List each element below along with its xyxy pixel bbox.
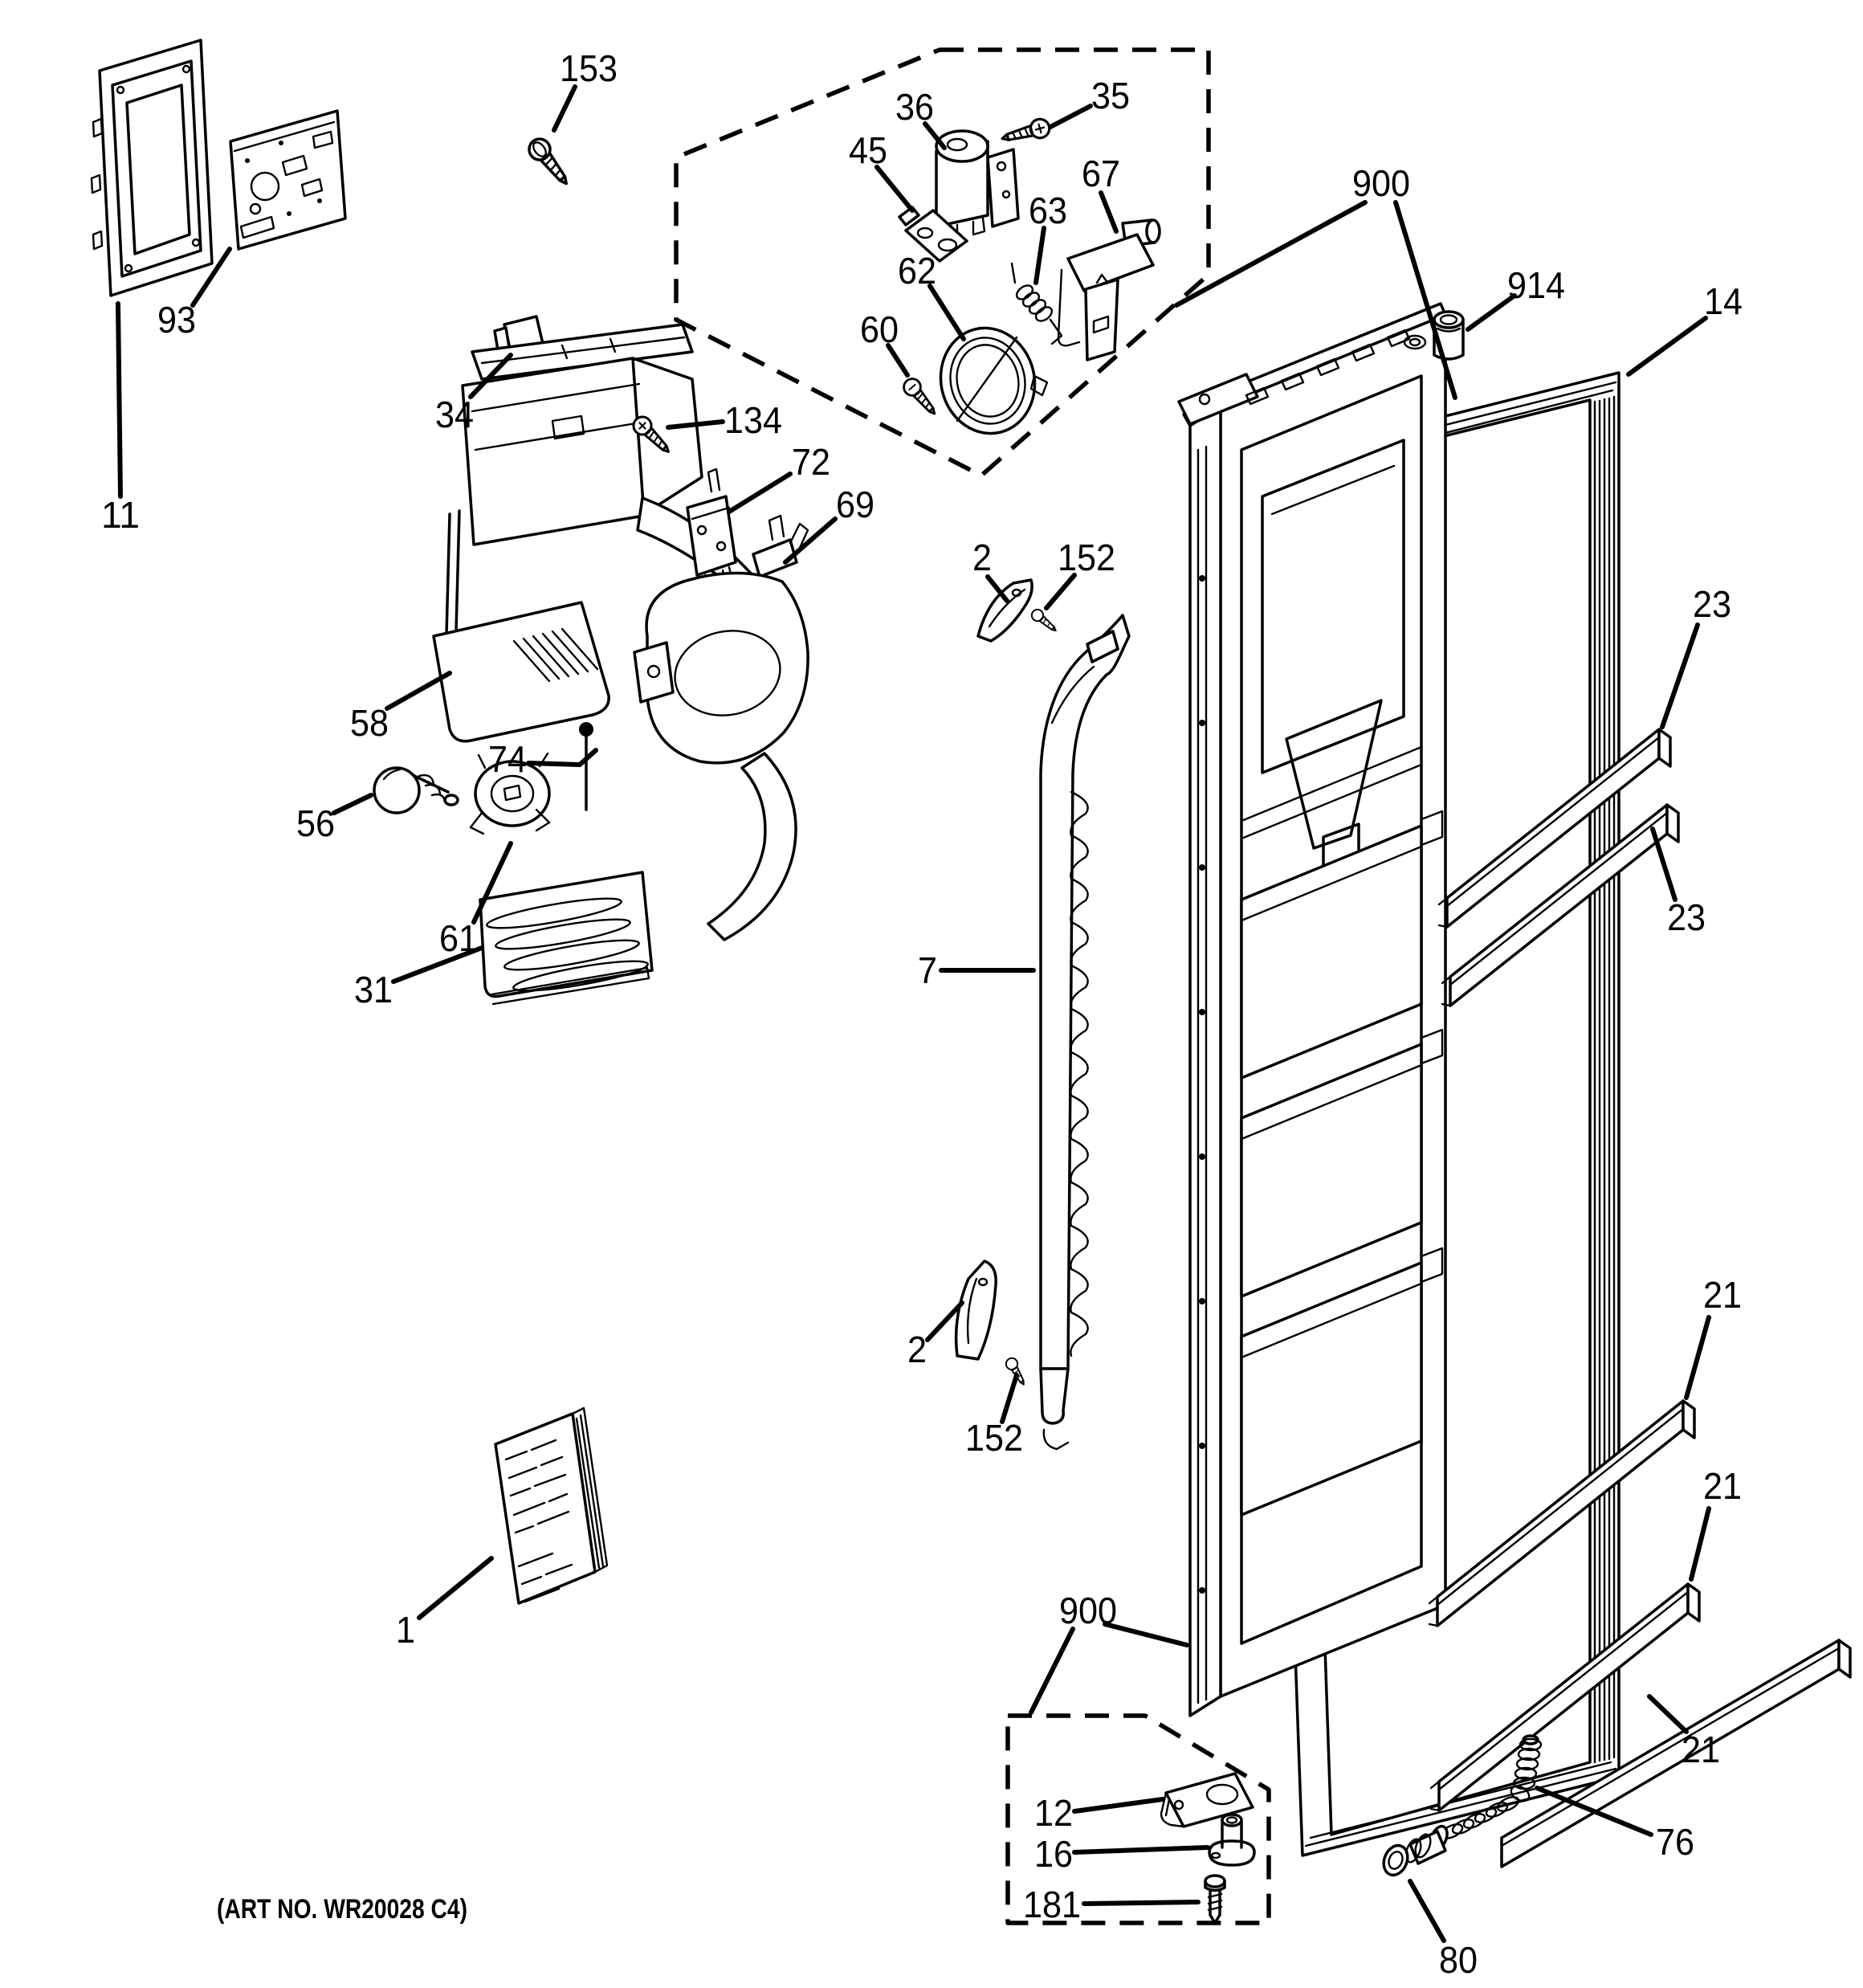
leader-line-67 <box>1101 193 1116 231</box>
callout-80: 80 <box>1439 1939 1478 1981</box>
callout-layer <box>101 47 1743 1981</box>
callout-900-bottom: 900 <box>1059 1590 1117 1631</box>
dispenser-panel-11 <box>92 40 212 296</box>
callout-12: 12 <box>1034 1792 1073 1834</box>
callout-914: 914 <box>1507 264 1565 306</box>
callout-36: 36 <box>895 86 934 128</box>
trim-ring-62 <box>930 318 1047 443</box>
leader-line-21-c <box>1649 1696 1686 1732</box>
actuator-67 <box>1068 220 1160 360</box>
callout-23-upper: 23 <box>1693 583 1731 625</box>
callout-152-upper: 152 <box>1058 537 1115 578</box>
callout-16: 16 <box>1034 1833 1073 1875</box>
leader-line-56 <box>334 795 371 813</box>
control-board-93 <box>230 111 345 249</box>
leader-line-23-upper <box>1662 625 1698 727</box>
callout-58: 58 <box>350 702 389 744</box>
leader-line-69 <box>785 519 835 562</box>
callout-21-a: 21 <box>1703 1274 1742 1316</box>
leader-line-900-bottom <box>1031 1629 1073 1712</box>
leader-line-134 <box>668 422 723 427</box>
handle-end-cap-2-upper <box>978 580 1032 641</box>
hose-connector-80 <box>1380 1824 1450 1879</box>
callout-34: 34 <box>435 394 474 435</box>
callout-14: 14 <box>1704 280 1743 322</box>
leader-line-61 <box>474 843 511 922</box>
callout-76: 76 <box>1656 1821 1694 1863</box>
leader-line-31 <box>393 948 482 982</box>
shelf-rail-21-b <box>1431 1584 1699 1810</box>
callout-45: 45 <box>849 129 887 171</box>
screw-35 <box>1000 117 1051 148</box>
leader-line-80 <box>1410 1881 1444 1941</box>
callout-21-c: 21 <box>1682 1729 1720 1770</box>
hinge-bushing-16 <box>1209 1815 1254 1865</box>
callout-56: 56 <box>296 802 335 844</box>
screw-181 <box>1205 1876 1225 1923</box>
leader-line-72 <box>729 474 790 512</box>
callout-31: 31 <box>354 969 393 1010</box>
callout-21-b: 21 <box>1703 1465 1742 1507</box>
callout-74: 74 <box>488 738 527 780</box>
leader-line-900-top <box>1176 202 1365 305</box>
callout-900-top: 900 <box>1352 162 1410 204</box>
ice-chute-69 <box>634 516 808 940</box>
callout-134: 134 <box>724 399 782 441</box>
callout-2-lower: 2 <box>907 1329 927 1370</box>
leader-line-11 <box>118 304 120 496</box>
leader-line-900-bottom-1 <box>1105 1624 1187 1645</box>
callout-181: 181 <box>1023 1884 1081 1925</box>
callout-152-lower: 152 <box>965 1417 1023 1459</box>
screw-153 <box>525 135 575 190</box>
leader-line-14 <box>1629 318 1706 374</box>
leader-line-63 <box>1036 228 1044 283</box>
callout-72: 72 <box>792 441 830 483</box>
screw-60 <box>900 375 940 418</box>
art-number: (ART NO. WR20028 C4) <box>217 1894 467 1925</box>
leader-line-58 <box>387 673 450 708</box>
callout-61: 61 <box>439 917 478 959</box>
drip-grille-31 <box>480 872 652 1004</box>
callout-23-lower: 23 <box>1667 896 1706 938</box>
fresh-food-door-900 <box>1179 304 1445 1716</box>
callout-69: 69 <box>836 484 874 525</box>
callout-93: 93 <box>157 299 196 341</box>
door-handle-7 <box>1041 615 1129 1449</box>
leader-line-35 <box>1050 106 1090 127</box>
callout-60: 60 <box>860 308 899 350</box>
shelf-rail-21-a <box>1429 1401 1694 1626</box>
leader-line-21-a <box>1686 1317 1709 1398</box>
leader-line-23-lower <box>1653 829 1675 900</box>
callout-11: 11 <box>101 494 140 536</box>
callout-1: 1 <box>396 1609 415 1651</box>
callout-62: 62 <box>898 250 936 292</box>
callout-35: 35 <box>1091 75 1130 116</box>
callout-2-upper: 2 <box>972 537 992 578</box>
leader-line-62 <box>930 286 964 339</box>
leader-line-12 <box>1074 1799 1163 1811</box>
handle-end-cap-2-lower <box>956 1261 997 1359</box>
leader-line-1 <box>419 1558 491 1618</box>
light-bulb-56 <box>374 768 458 813</box>
spring-63 <box>1012 263 1079 345</box>
leader-line-152-lower <box>1002 1375 1017 1422</box>
callout-153: 153 <box>560 47 618 89</box>
callout-7: 7 <box>918 949 937 991</box>
leader-line-21-b <box>1691 1508 1709 1579</box>
callout-67: 67 <box>1082 153 1120 194</box>
callout-63: 63 <box>1029 190 1067 231</box>
leader-line-16 <box>1074 1847 1208 1852</box>
leader-line-153 <box>554 87 575 130</box>
screw-152-upper <box>1029 607 1059 635</box>
owners-manual-1 <box>495 1408 607 1603</box>
leader-line-45 <box>877 167 912 210</box>
leader-line-152-upper <box>1046 575 1074 608</box>
leader-line-181 <box>1084 1902 1198 1904</box>
